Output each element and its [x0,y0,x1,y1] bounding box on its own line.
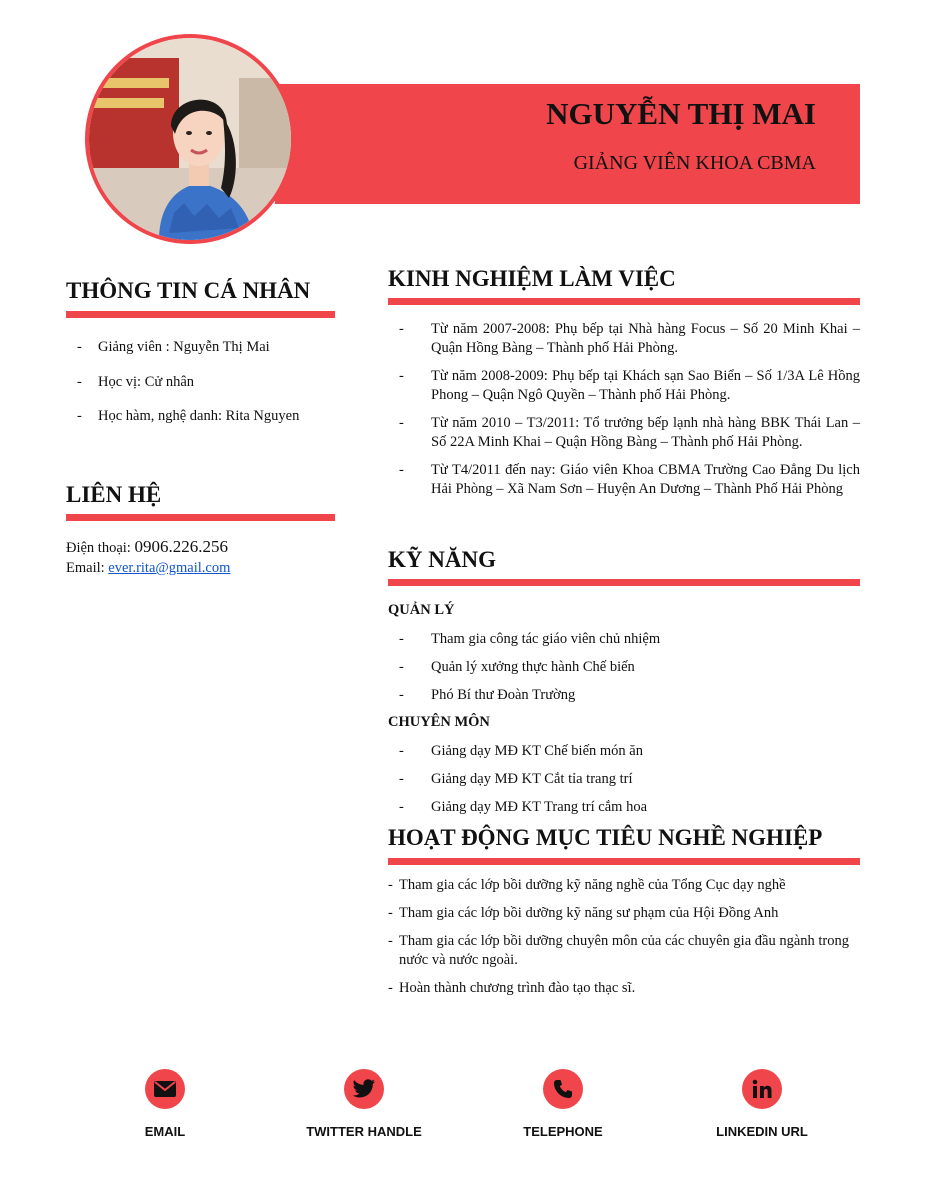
management-list [388,630,860,714]
phone-icon [543,1069,583,1109]
phone-value: 0906.226.256 [134,537,228,556]
activities-rule [388,858,860,865]
profile-photo [85,34,295,244]
list-item: - Phó Bí thư Đoàn Trường [388,686,860,705]
experience-title: KINH NGHIỆM LÀM VIỆC [388,266,676,291]
contact-rule [66,514,335,521]
list-item: - Từ năm 2010 – T3/2011: Tổ trưởng bếp lạnh nhà hàng BBK Thái Lan – Số 22A Minh Khai – Quận Hồng Bàng – Thành phố Hải Phòng. [388,414,860,451]
experience-list [388,320,860,508]
list-item: - Học hàm, nghệ danh: Rita Nguyen [66,407,346,426]
professional-list [388,742,860,826]
envelope-icon [145,1069,185,1109]
footer-email[interactable] [85,1069,245,1139]
footer-label: LINKEDIN URL [716,1124,808,1139]
list-item: - Từ năm 2008-2009: Phụ bếp tại Khách sạn Sao Biển – Số 1/3A Lê Hồng Phong – Quận Ngô Quyền – Thành phố Hải Phòng. [388,367,860,404]
person-name: NGUYỄN THỊ MAI [546,96,816,131]
skills-rule [388,579,860,586]
contact-info [66,537,230,578]
twitter-bird-icon [344,1069,384,1109]
management-heading: QUẢN LÝ [388,602,455,618]
personal-info-list [66,338,346,442]
footer-telephone[interactable] [483,1069,643,1139]
list-item: - Giảng dạy MĐ KT Trang trí cắm hoa [388,798,860,817]
list-item: - Giảng dạy MĐ KT Chế biến món ăn [388,742,860,761]
personal-info-title: THÔNG TIN CÁ NHÂN [66,278,311,303]
person-role: GIẢNG VIÊN KHOA CBMA [573,152,816,174]
phone-label: Điện thoại: [66,540,135,556]
activities-title: HOẠT ĐỘNG MỤC TIÊU NGHỀ NGHIỆP [388,825,823,850]
email-line [66,558,230,578]
list-item: - Giảng dạy MĐ KT Cắt tỉa trang trí [388,770,860,789]
footer-linkedin[interactable] [682,1069,842,1139]
footer-twitter[interactable] [284,1069,444,1139]
list-item: - Từ năm 2007-2008: Phụ bếp tại Nhà hàng Focus – Số 20 Minh Khai – Quận Hồng Bàng – Thành phố Hải Phòng. [388,320,860,357]
list-item: - Từ T4/2011 đến nay: Giáo viên Khoa CBMA Trường Cao Đẳng Du lịch Hải Phòng – Xã Nam Sơn – Huyện An Dương – Thành Phố Hải Phòng [388,461,860,498]
list-item: - Tham gia các lớp bồi dưỡng chuyên môn của các chuyên gia đầu ngành trong nước và nước ngoài. [388,932,860,969]
header-banner [275,84,860,204]
professional-heading: CHUYÊN MÔN [388,714,490,730]
list-item: - Quản lý xưởng thực hành Chế biến [388,658,860,677]
skills-title: KỸ NĂNG [388,547,496,572]
linkedin-icon [742,1069,782,1109]
list-item: - Hoàn thành chương trình đào tạo thạc sĩ. [388,979,860,998]
personal-info-rule [66,311,335,318]
list-item: - Học vị: Cử nhân [66,373,346,392]
email-link[interactable]: ever.rita@gmail.com [108,560,231,576]
list-item: - Tham gia công tác giáo viên chủ nhiệm [388,630,860,649]
email-label: Email: [66,560,109,576]
footer-label: EMAIL [144,1124,186,1139]
phone-line [66,537,230,558]
list-item: - Tham gia các lớp bồi dưỡng kỹ năng nghề của Tổng Cục dạy nghề [388,876,860,895]
list-item: - Tham gia các lớp bồi dưỡng kỹ năng sư phạm của Hội Đồng Anh [388,904,860,923]
contact-title: LIÊN HỆ [66,482,162,507]
footer-label: TWITTER HANDLE [306,1124,422,1139]
list-item: - Giảng viên : Nguyễn Thị Mai [66,338,346,357]
experience-rule [388,298,860,305]
activities-list [388,876,860,1007]
footer-label: TELEPHONE [523,1124,603,1139]
